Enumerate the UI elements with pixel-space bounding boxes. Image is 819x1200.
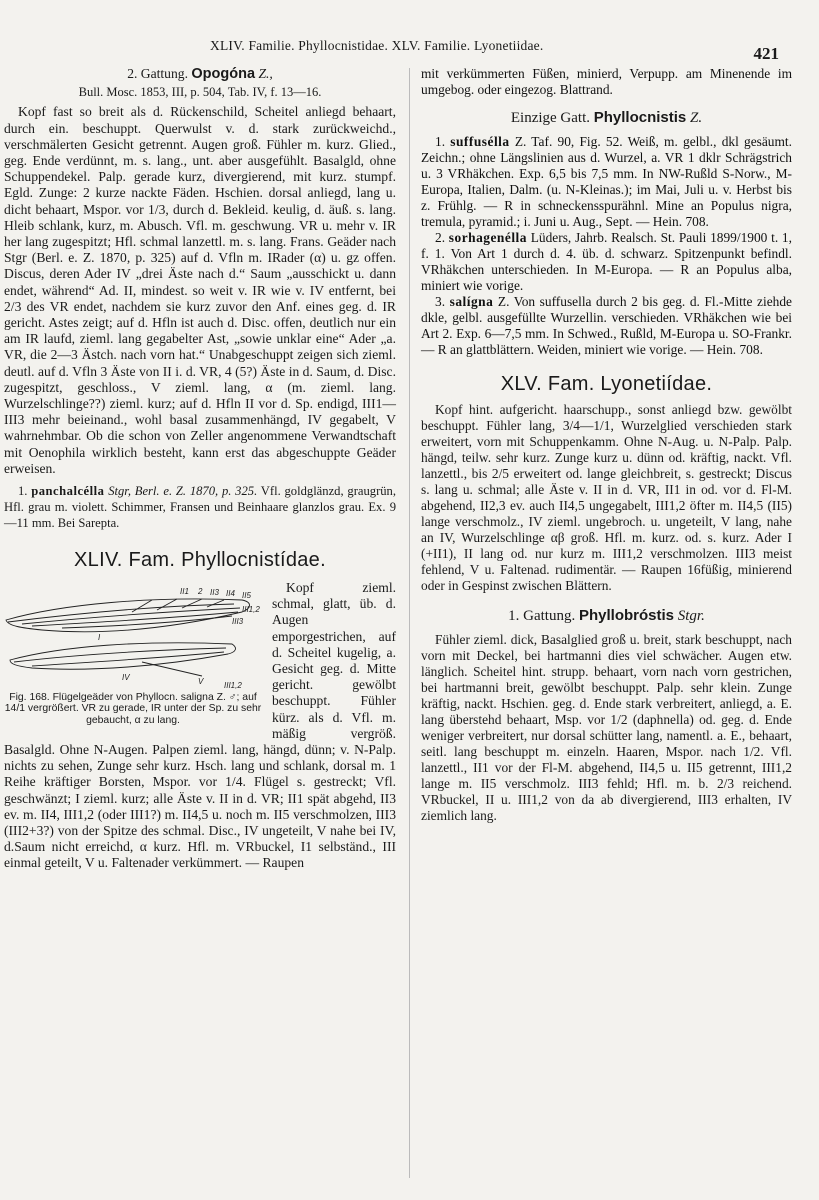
fig-label-i: I <box>98 632 101 642</box>
species-number: 1. <box>435 134 446 149</box>
genus-name: Phyllobróstis <box>578 607 674 624</box>
fig-label-ii5: II5 <box>242 590 251 600</box>
species-entry-saligna <box>421 294 792 358</box>
family-description: Kopf hint. aufgericht. haarschupp., sonst anliegd bzw. gewölbt beschuppt. Fühler lang, 3/4—1/1, Wurzelglied verschieden stark erweitert, vorn mit Schuppenkamm. Ohne N-Aug. u. N-Palp. Palp. hängd, teilw. sehr kurz. Zunge kurz u. dünn od. kräftig, nackt. Vfl. lanzettl., bis 2/5 erweitert od. lange gleichbreit, s. gestreckt; Discus s. lang u. schmal; alle Äste v. II in d. VR, II1 in od. vor d. Fl-M. abgehend, II2,3 ev. auch II4,5 ungegabelt, III1,2 öfter m. II4,5 (II5) lange verschmolz., IV zieml. ungebroch. u. ungeteilt, V lang, nahe an IV, Wurzelschlinge αβ groß. Hfl. m. kurz. od. s. kurz. Ader I (+II1), II lang od. nur kurz m. III1,2 verschmolzen. III3 meist fehlend, V u. Faltenad. rudimentär. — Raupen 16füßig, minierend oder in Gespinst zwischen Blättern. <box>421 402 792 593</box>
left-column <box>4 66 396 872</box>
fig-label-hind-iii12: III1,2 <box>224 680 242 690</box>
genus-citation: Bull. Mosc. 1853, III, p. 504, Tab. IV, f. 13—16. <box>78 85 322 100</box>
family-description: Kopf zieml. schmal, glatt, üb. d. Augen emporgestrichen, auf d. Scheitel kugelig, a. Gesicht geg. d. Mitte gericht. gewölbt beschuppt. Fühler kürz. als d. Vfl. m. mäßig vergröß. Basalgld. Ohne N-Augen. Palpen zieml. lang, hängd, dünn; v. N-Palp. nichts zu sehen, Zunge sehr kurz. Hsch. lang und schlank, dorsal m. 1 Reihe kräftiger Borsten, Mspor. vor 1/4. Flügel s. gestreckt; Vfl. geschwänzt; I zieml. kurz; alle Äste v. II in d. VR; II1 spät abgehd, II3 ev. m. II4, III1,2 (oder III1?) m. II4,5 u. noch m. II5 verschmolzen, III3 (III2+3?) von der Spitze des schmal. Disc., IV ungeteilt, V nahe bei IV, d.Saum nicht erreichd, α kurz. Hfl. m. VRbuckel, I1 selbständ., III einmal geteilt, V u. Faltenader verkümmert. — Raupen <box>4 579 396 871</box>
species-entry-suffusella <box>421 134 792 230</box>
genus-author: Stgr. <box>677 608 705 624</box>
species-name: salígna <box>449 294 494 309</box>
fig-label-v: V <box>198 676 204 686</box>
species-entry-sorhagenella <box>421 230 792 294</box>
genus-description: Kopf fast so breit als d. Rückenschild, Scheitel anliegd behaart, durch ein. beschuppt. Querwulst v. d. stark zurückweichd., verschmälerten Gesicht getrennt. Augen groß. Fühler m. kurz. Glied., geg. Ende verdünnt, m. s. lang., unt. aber ausgefühlt. Basalgld, ohne Schuppendekel. Palp. gerade kurz, divergierend, mit kurz. stumpf. Egld. Zunge: 2 kurze nackte Fäden. Hschien. dorsal anliegd, lang u. dicht behaart, Mspor. vor 1/3, durch d. Bekleid. keulig, d. äuß. s. lang. Hleib schlank, kurz, m. Abusch. Vfl. m. geschwung. VR u. mehr v. IR her lang zugespitzt; Hfl. schmal lanzettl. m. s. lang. Frans. Geäder nach Stgr (Berl. e. Z. 1870, p. 325) auf d. Vfln m. IRader (α) u. gz offen. Discus, deren Ader IV „drei Äste nach d.“ Saum „ausschickt u. dann endet, während“ Ad. II, mindest. so weit v. IR wie v. IV entfernt, bei 2/3 des VR endet, nachdem sie kurz zuvor den Anf. eines geg. d. IR gericht. Astes zeigt; auf d. Hfln ist auch d. Disc. offen, deutlich nur ein am IR laufd, zieml. lang gegabelter Ast, „sowie unklar eine“ Ader „a. VR, die 2—3 Ästch. nach vorn hat.“ Unabgeschuppt zeigen sich zieml. deutl. auf d. Vfln 3 Äste von II i. d. VR, 4 (5?) Äste in d. Saum, d. Disc. zugespitzt, geschloss., V zieml. lang, α (m. zieml. lang. Wurzelschlinge??) zieml. kurz; auf d. Hfln II vor d. Sp. endigd, III1—III3 mehr beieinand., wohl basal zusammenhängd, IV gegabelt, V wahrnehmbar. Ob die schon von Zeller angenommene Verwandtschaft mit Oenophila wirklich besteht, kann erst das abgeschuppte Geäder erweisen. <box>4 104 396 476</box>
continuation-text: mit verkümmerten Füßen, minierd, Verpupp. am Minenende im umgebog. oder eingezog. Blattrand. <box>421 66 792 97</box>
species-name: suffusélla <box>450 134 510 149</box>
genus-phyllocnistis-heading <box>421 110 792 126</box>
genus-name: Opogóna <box>191 66 256 82</box>
species-number: 2. <box>435 230 446 245</box>
species-description: Lüders, Jahrb. Realsch. St. Pauli 1899/1900 t. 1, f. 1. Von Art 1 durch d. 4. üb. d. schwarz. Spitzenpunkt befindl. VRhäkchen unterschieden. In M-Europa. — R an Populus alba, miniert wie vorige. <box>421 230 792 293</box>
genus-number: 1. Gattung. <box>508 608 576 624</box>
species-name: sorhagenélla <box>448 230 527 245</box>
species-description: Vfl. goldglänzd, graugrün, Hfl. grau m. violett. Schimmer, Fransen und Beinhaare glanzlos grau. Ex. 9—11 mm. Bei Sarepta. <box>4 484 397 531</box>
family-heading-phyllocnistidae: XLIV. Fam. Phyllocnistídae. <box>74 548 326 571</box>
genus-opogona-heading <box>4 66 396 82</box>
species-number: 1. <box>18 484 28 499</box>
fig-label-iii12: III1,2 <box>242 604 260 614</box>
genus-name: Phyllocnistis <box>593 109 687 126</box>
running-title: XLIV. Familie. Phyllocnistidae. XLV. Familie. Lyonetiidae. <box>210 38 544 53</box>
genus-label: Einzige Gatt. <box>510 110 590 126</box>
fig-label-ii3: II3 <box>210 587 219 597</box>
genus-number: 2. Gattung. <box>127 66 188 81</box>
wing-venation-drawing <box>2 582 264 692</box>
figure-caption: Fig. 168. Flügelgeäder von Phyllocn. saligna Z. ♂; auf 14/1 vergrößert. VR zu gerade, IR unter der Sp. zu sehr gebaucht, α zu lang. <box>4 691 262 726</box>
genus-author: Z., <box>258 66 273 81</box>
family-heading-lyonetiidae: XLV. Fam. Lyonetiídae. <box>500 373 713 395</box>
species-name: panchalcélla <box>31 484 105 499</box>
right-column <box>421 66 792 824</box>
species-citation: Stgr, Berl. e. Z. 1870, p. 325. <box>108 484 258 499</box>
species-description: Z. Von suffusella durch 2 bis geg. d. Fl.-Mitte ziehde dkle, gelbl. ausgefüllte Wurzellin. verschieden. VRhäkchen wie bei Art 2. Exp. 6—7,5 mm. In Schwed., Rußld, M-Europa u. SO-Frankr. — R an glattblättern. Weiden, miniert wie vorige. — Hein. 708. <box>421 294 792 357</box>
species-entry-panchalcella <box>4 483 396 532</box>
wing-venation-figure <box>2 582 264 727</box>
fig-label-ii4: II4 <box>226 588 235 598</box>
genus-description: Fühler zieml. dick, Basalglied groß u. breit, stark beschuppt, nach vorn mit Deckel, bei hartmanni dies viel schwächer. Augen etw. länglich. Scheitel hint. strupp. behaart, vorn nach vorn gestrichen, bei hartmanni breit, gewölbt beschuppt. Palp. sehr klein. Zunge kräftig, nackt. Hschien. geg. d. Ende stark verbreitert, anliegd, a. E. lang überstehd behaart, Msp. vor 1/2 (daphnella) od. geg. d. Ende weniger verbreitert, nur dorsal schütter lang, namentl. a. E., behaart, seitl. lang beschuppt m. einzeln. Haaren, Mspor. nach 1/2. Vfl. lanzettl., II1 vor der Fl-M. abgehend, II4,5 u. II5 getrennt, III1,2 lange m. II5 verschmolz. III3 fehld; Hfl. m. b. 2/3 reichend. VRbuckel, II u. III1,2 von da ab divergierend, III3 erhalten, IV ziemlich lang. <box>421 632 792 823</box>
genus-phyllobrostis-heading <box>421 608 792 624</box>
running-head <box>0 36 819 63</box>
column-divider <box>409 68 410 1178</box>
page-number: 421 <box>753 44 779 63</box>
species-description: Z. Taf. 90, Fig. 52. Weiß, m. gelbl., dkl gesäumt. Zeichn.; ohne Längslinien aus d. Wurzel, a. VR 1 dklr Schrägstrich u. 3 VRhäkchen. Exp. 6,5 bis 7,5 mm. In NW-Rußld S-Norw., M-Europa, Italien, Dalm. (u. N-Kleinas.); im Mai, Juli u. v. Herbst bis z. Frühlg. — R in schneckensspurähnl. Mine an Populus nigra, tremula, pyramid.; i. Juni u. Aug., Sept. — Hein. 708. <box>421 134 792 229</box>
fig-label-iii3: III3 <box>232 616 244 626</box>
fig-label-iv: IV <box>122 672 130 682</box>
species-number: 3. <box>435 294 446 309</box>
fig-label-2: 2 <box>198 586 203 596</box>
fig-label-ii1: II1 <box>180 586 189 596</box>
genus-author: Z. <box>690 110 703 126</box>
